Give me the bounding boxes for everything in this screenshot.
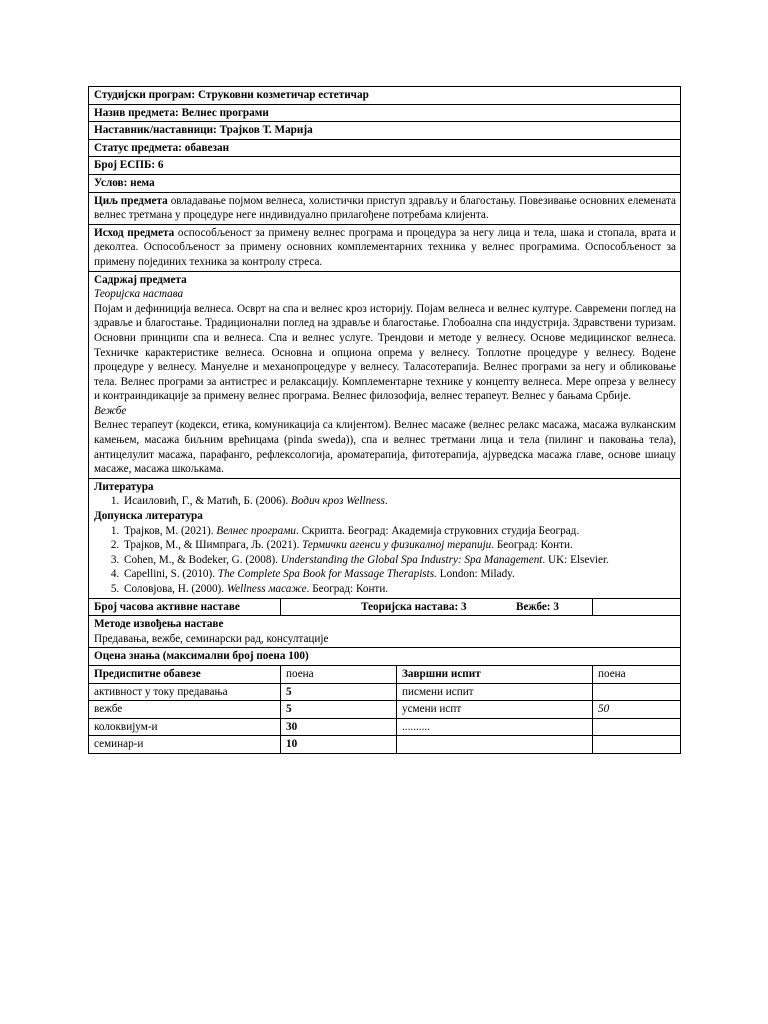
course-table [88, 86, 681, 666]
goal-row [89, 192, 681, 224]
grading-item-final: .......... [397, 718, 593, 736]
grading-points-final [593, 718, 681, 736]
methods-label: Методе извођења наставе [94, 618, 224, 631]
content-title: Садржај предмета [94, 273, 187, 286]
outcome-label: Исход предмета [94, 226, 175, 239]
grading-row [89, 736, 681, 754]
status-label: Статус предмета: [94, 141, 182, 154]
grading-points-pre: 10 [281, 736, 397, 754]
grading-title-row [89, 648, 681, 666]
extra-literature-item: 5. Соловјова, Н. (2000). Wellness масаже. Београд: Конти. [122, 582, 676, 597]
teacher-value: Трајков Т. Марија [219, 124, 313, 137]
extra-literature-title: Допунска литература [94, 510, 203, 523]
grading-table [88, 665, 681, 754]
extra-literature-list [94, 524, 676, 597]
subject-value: Велнес програми [181, 106, 269, 119]
grading-header-points-pre: поена [281, 665, 397, 683]
program-row [89, 87, 681, 105]
program-value: Струковни козметичар естетичар [197, 89, 369, 101]
literature-row [89, 478, 681, 598]
teacher-label: Наставник/наставници: [94, 124, 217, 137]
outcome-row [89, 224, 681, 271]
grading-title: Оцена знања (максимални број поена 100) [89, 648, 681, 666]
literature-item: 1. Исаиловић, Г., & Матић, Б. (2006). Водич кроз Wellness. [122, 494, 676, 509]
grading-row [89, 683, 681, 701]
grading-row [89, 718, 681, 736]
literature-title: Литература [94, 480, 154, 493]
grading-item-final: усмени испт [397, 701, 593, 719]
ects-label: Број ЕСПБ: [94, 159, 156, 172]
grading-item-pre: активност у току предавања [89, 683, 281, 701]
ects-value: 6 [157, 159, 164, 172]
grading-header-final: Завршни испит [397, 665, 593, 683]
grading-points-final [593, 683, 681, 701]
practice-text: Велнес терапеут (кодекси, етика, комуникација са клијентом). Велнес масаже (велнес релакс масажа, масажа вулканским камењем, масажа биљним врећицама (pinda sweda)), спа и велнес третмани лица и тела (пилинг и паковања тела), антицелулит масажа, парафанго, рефлексологија, ароматерапија, фитотерапија, ајурведска масажа главе, основе шиацу масаже, масажа шкољкама. [94, 419, 676, 476]
status-row [89, 139, 681, 157]
grading-points-pre: 5 [281, 683, 397, 701]
grading-header-pre: Предиспитне обавезе [89, 665, 281, 683]
practice-label: Вежбе [94, 404, 127, 417]
extra-literature-item: 1. Трајков, М. (2021). Велнес програми. Скрипта. Београд: Академија струковних студија Београд. [122, 524, 676, 539]
theory-label: Теоријска настава [94, 288, 184, 301]
methods-row [89, 616, 681, 648]
grading-header-points-final: поена [593, 665, 681, 683]
outcome-text: оспособљеност за примену велнес програма и процедура за негу лица и тела, шака и стопала, врата и деколтеа. Оспособљеност за примену основних комплементарних техника у велнес програмима. Оспособљеност за примену појединих техника за контролу стреса. [94, 226, 676, 268]
course-specification-document [88, 86, 680, 754]
status-value: обавезан [184, 141, 230, 154]
extra-literature-item: 2. Трајков, М., & Шимпрага, Љ. (2021). Термички агенси у физикалној терапији. Београд: Конти. [122, 538, 676, 553]
hours-theory: Теоријска настава: 3 [281, 598, 593, 616]
grading-points-final: 50 [593, 701, 681, 719]
content-row [89, 271, 681, 478]
grading-points-pre: 30 [281, 718, 397, 736]
subject-label: Назив предмета: [94, 106, 179, 119]
goal-text: овладавање појмом велнеса, холистички приступ здрављу и благостању. Повезивање основних елемената велнес третмана у процедуре неге индивидуално прилагођене потребама клијента. [94, 194, 677, 222]
literature-list [94, 494, 676, 509]
hours-label: Број часова активне наставе [89, 598, 281, 616]
grading-header-row [89, 665, 681, 683]
grading-item-pre: вежбе [89, 701, 281, 719]
grading-item-final: писмени испит [397, 683, 593, 701]
extra-literature-item: 3. Cohen, M., & Bodeker, G. (2008). Understanding the Global Spa Industry: Spa Management. UK: Elsevier. [122, 553, 676, 568]
ects-row [89, 157, 681, 175]
subject-row [89, 104, 681, 122]
grading-item-pre: семинар-и [89, 736, 281, 754]
hours-practice: Вежбе: 3 [511, 598, 599, 616]
methods-text: Предавања, вежбе, семинарски рад, консултације [94, 632, 329, 645]
condition-value: нема [130, 176, 155, 189]
condition-row [89, 174, 681, 192]
theory-text: Појам и дефиниција велнеса. Осврт на спа и велнес кроз историју. Појам велнеса и велнес културе. Савремени поглед на здравље и благостање. Традиционални поглед на здравље и благостање. Глобоална спа индустрија. Здравствени туризам. Основни принципи спа и велнеса. Спа и велнес услуге. Трендови и методе у велнесу. Основе медицинског велнеса. Техничке карактеристике велнеса. Основна и опциона опрема у велнесу. Топлотне процедуре у велнесу. Водене процедуре у велнесу. Мануелне и механопроцедуре у велнесу. Таласотерапија. Велнес програми за негу и обликовање тела. Велнес програми за антистрес и релаксацију. Комплементарне технике у концепту велнеса. Мере опреза у велнесу и контраиндикације за примену велнес програма. Велнес филозофија, велнес терапеут. Велнес у бањама Србије. [94, 302, 676, 403]
grading-row [89, 701, 681, 719]
teacher-row [89, 122, 681, 140]
grading-points-final [593, 736, 681, 754]
program-label: Студијски програм: [94, 89, 196, 101]
hours-row [89, 598, 681, 616]
condition-label: Услов: [94, 176, 128, 189]
grading-item-final [397, 736, 593, 754]
goal-label: Циљ предмета [94, 194, 168, 207]
extra-literature-item: 4. Capellini, S. (2010). The Complete Spa Book for Massage Therapists. London: Milady. [122, 567, 676, 582]
grading-item-pre: колоквијум-и [89, 718, 281, 736]
grading-points-pre: 5 [281, 701, 397, 719]
